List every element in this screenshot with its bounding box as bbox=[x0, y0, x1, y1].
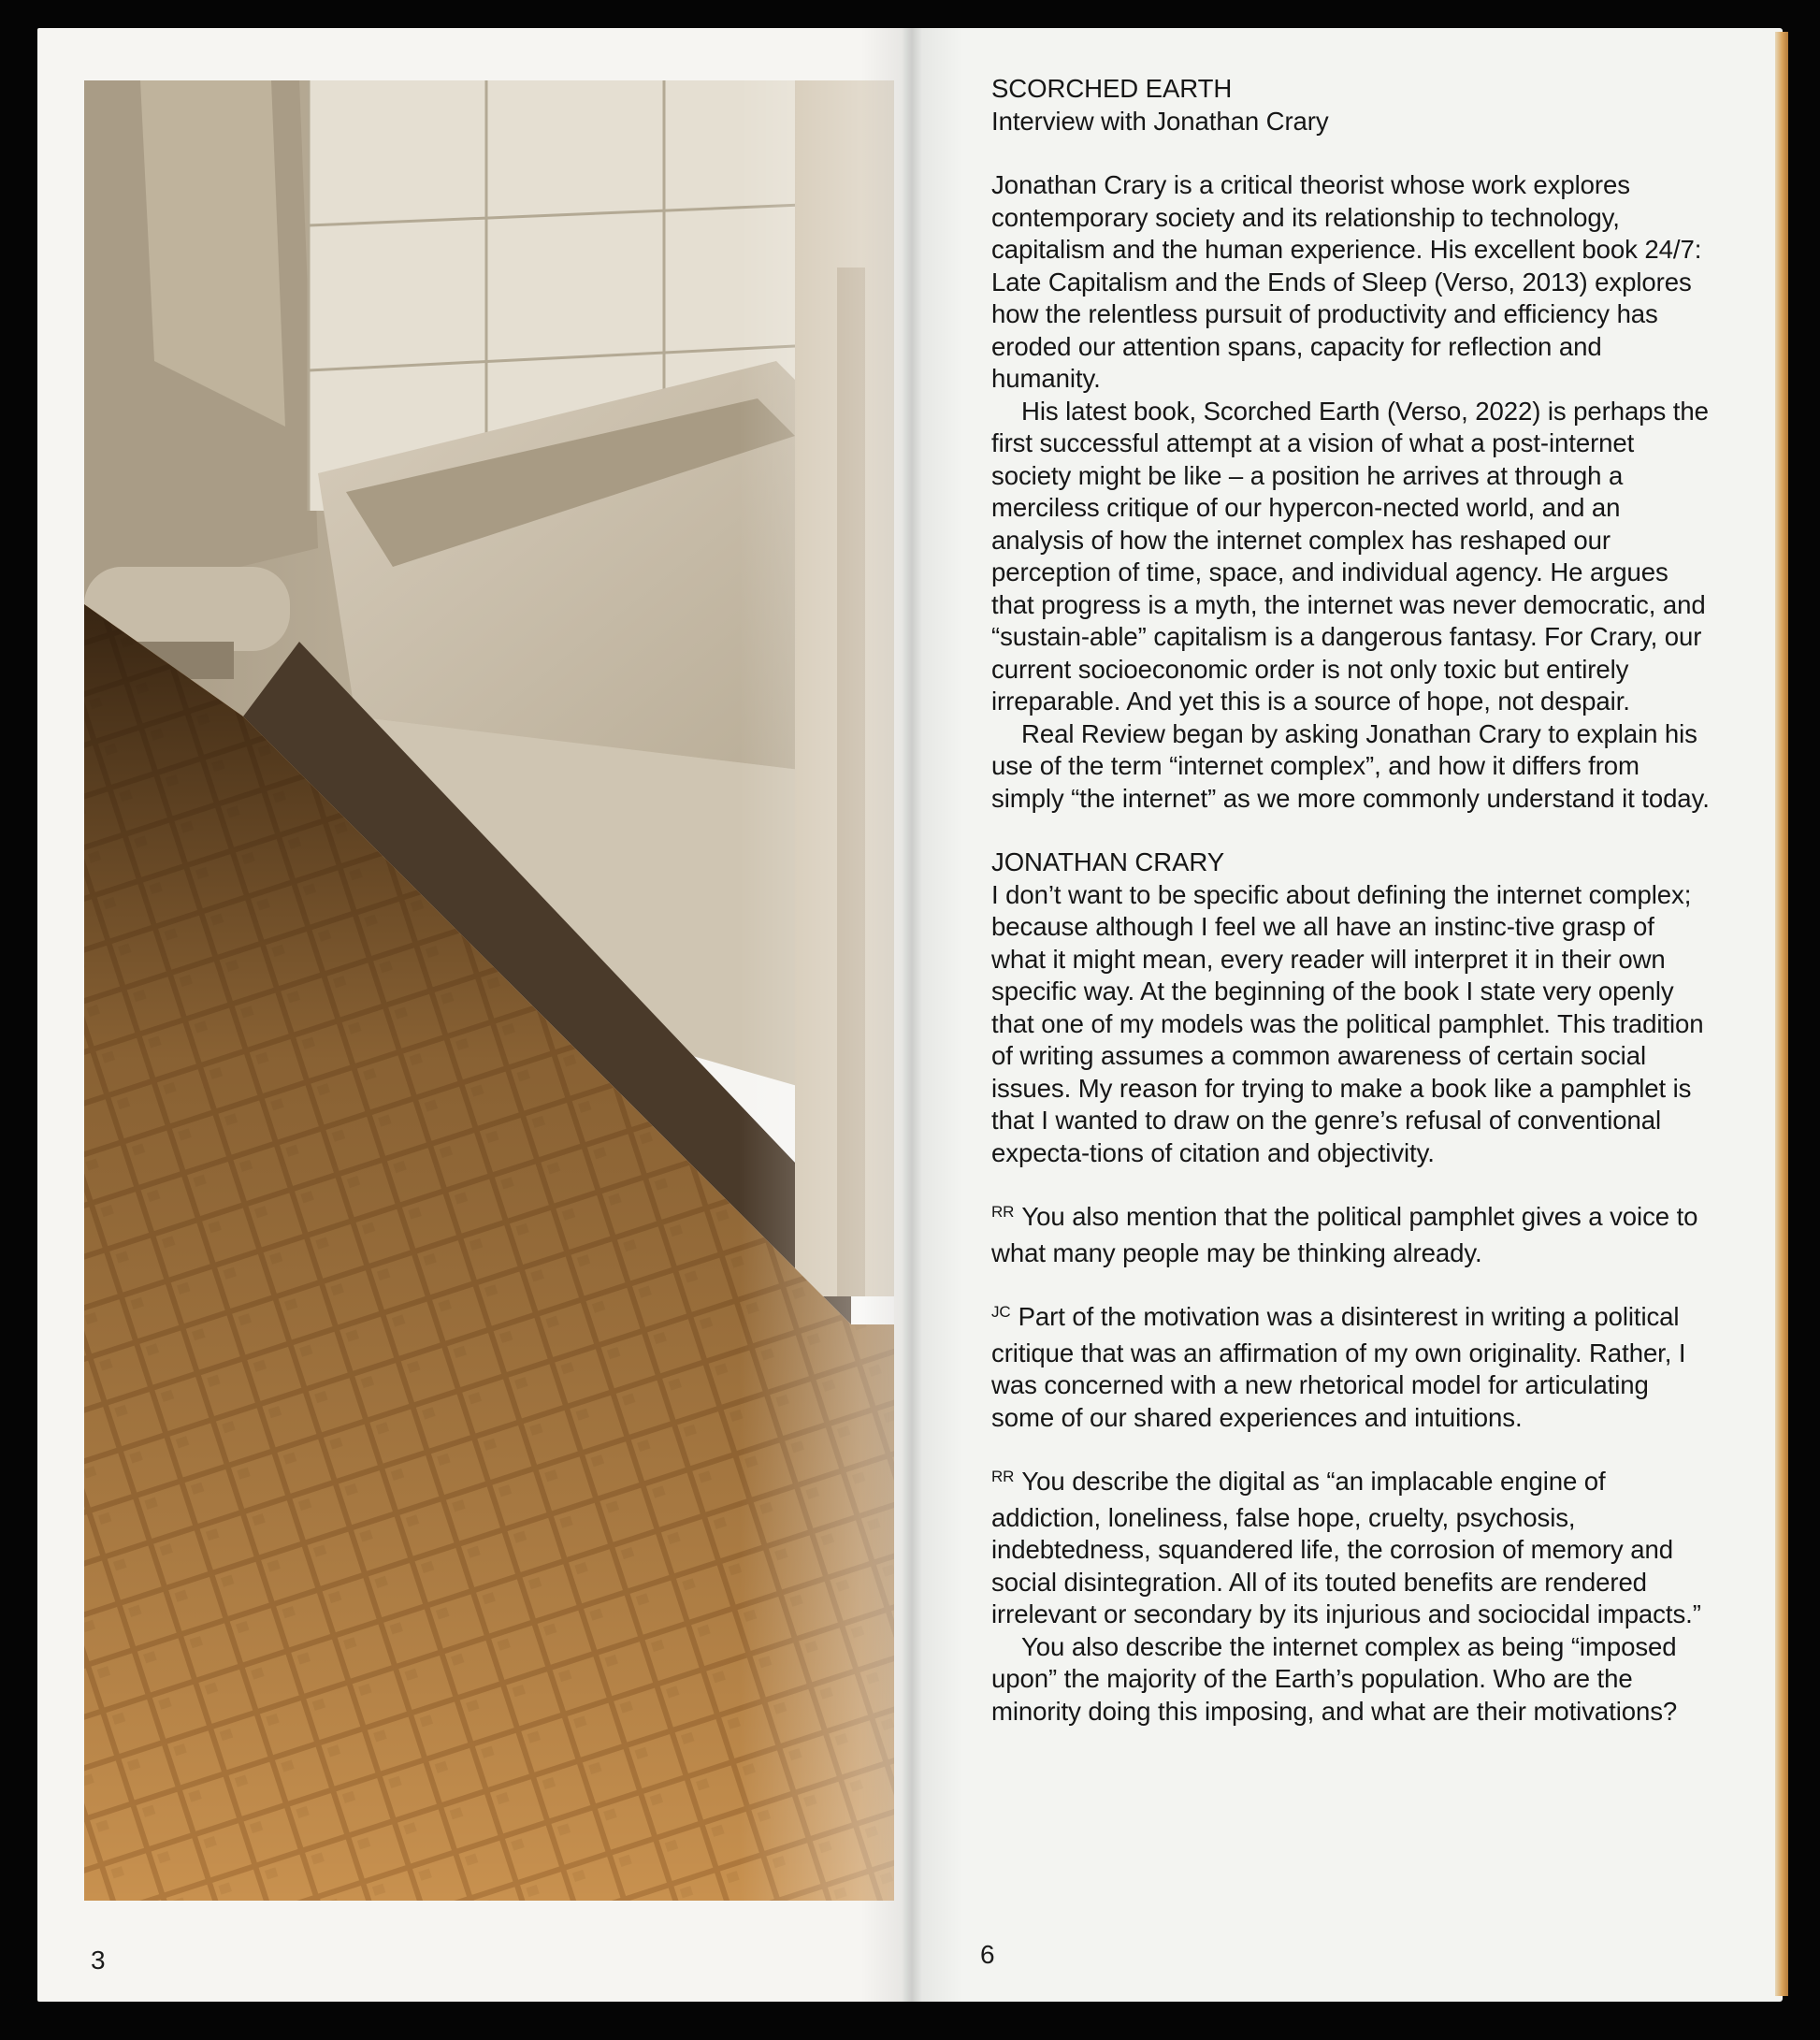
intro-paragraph-1: Jonathan Crary is a critical theorist whose work explores contemporary society and its relationship to technology, capitalism and the human experience. His excellent book 24/7: Late Capitalism and the Ends of Sleep (Verso, 2013) explores how the relentless pursuit of productivity and efficiency has eroded our attention spans, capacity for reflection and humanity. bbox=[991, 170, 1702, 393]
answer-paragraph-1: I don’t want to be specific about defining the internet complex; because although I feel we all have an instinc-tive grasp of what it might mean, every reader will interpret it in their own specific way. At the beginning of the book I state very openly that one of my models was the political pamphlet. This tradition of writing assumes a common awareness of certain social issues. My reason for trying to make a book like a pamphlet is that I wanted to draw on the genre’s refusal of conventional expecta-tions of citation and objectivity. bbox=[991, 879, 1704, 1167]
page-edge bbox=[1775, 32, 1788, 1996]
page-number-right: 6 bbox=[980, 1940, 995, 1969]
intro-paragraph-3: Real Review began by asking Jonathan Crary to explain his use of the term “internet complex”, and how it differs from simply “the internet” as we more commonly understand it today. bbox=[991, 718, 1710, 813]
speaker-label-rr: RR bbox=[991, 1468, 1015, 1485]
bathroom-photo bbox=[84, 80, 894, 1901]
speaker-heading: JONATHAN CRARY bbox=[991, 847, 1225, 876]
intro-paragraph-2: His latest book, Scorched Earth (Verso, 2022) is perhaps the first successful attempt at a vision of what a post-internet society might be like – a position he arrives at through a merciless critique of our hypercon-nected world, and an analysis of how the internet complex has reshaped our perception of time, space, and individual agency. He argues that progress is a myth, the internet was never democratic, and “sustain-able” capitalism is a dangerous fantasy. For Crary, our current socioeconomic order is not only toxic but entirely irreparable. And yet this is a source of hope, not despair. bbox=[991, 396, 1709, 716]
answer-2 bbox=[991, 1301, 1712, 1434]
speaker-label-rr: RR bbox=[991, 1203, 1015, 1221]
question-2 bbox=[991, 1466, 1712, 1631]
article-title: SCORCHED EARTH bbox=[991, 74, 1233, 103]
page-number-left: 3 bbox=[91, 1946, 106, 1975]
answer-2-text: Part of the motivation was a disinterest in writing a political critique that was an affirmation of my own originality. Rather, I was concerned with a new rhetorical model for articulating some of our shared experiences and intuitions. bbox=[991, 1302, 1686, 1432]
question-1 bbox=[991, 1201, 1712, 1269]
question-1-text: You also mention that the political pamphlet gives a voice to what many people may be thinking already. bbox=[991, 1202, 1698, 1267]
article bbox=[991, 73, 1712, 1728]
question-2-followup: You also describe the internet complex as being “imposed upon” the majority of the Earth’s population. Who are the minority doing this imposing, and what are their motivations? bbox=[991, 1631, 1678, 1726]
question-2-text: You describe the digital as “an implacable engine of addiction, loneliness, false hope, cruelty, psychosis, indebtedness, squandered life, the corrosion of memory and social disintegration. All of its touted benefits are rendered irrelevant or secondary by its injurious and sociocidal impacts.” bbox=[991, 1467, 1701, 1628]
article-subtitle: Interview with Jonathan Crary bbox=[991, 106, 1329, 136]
speaker-label-jc: JC bbox=[991, 1303, 1011, 1321]
